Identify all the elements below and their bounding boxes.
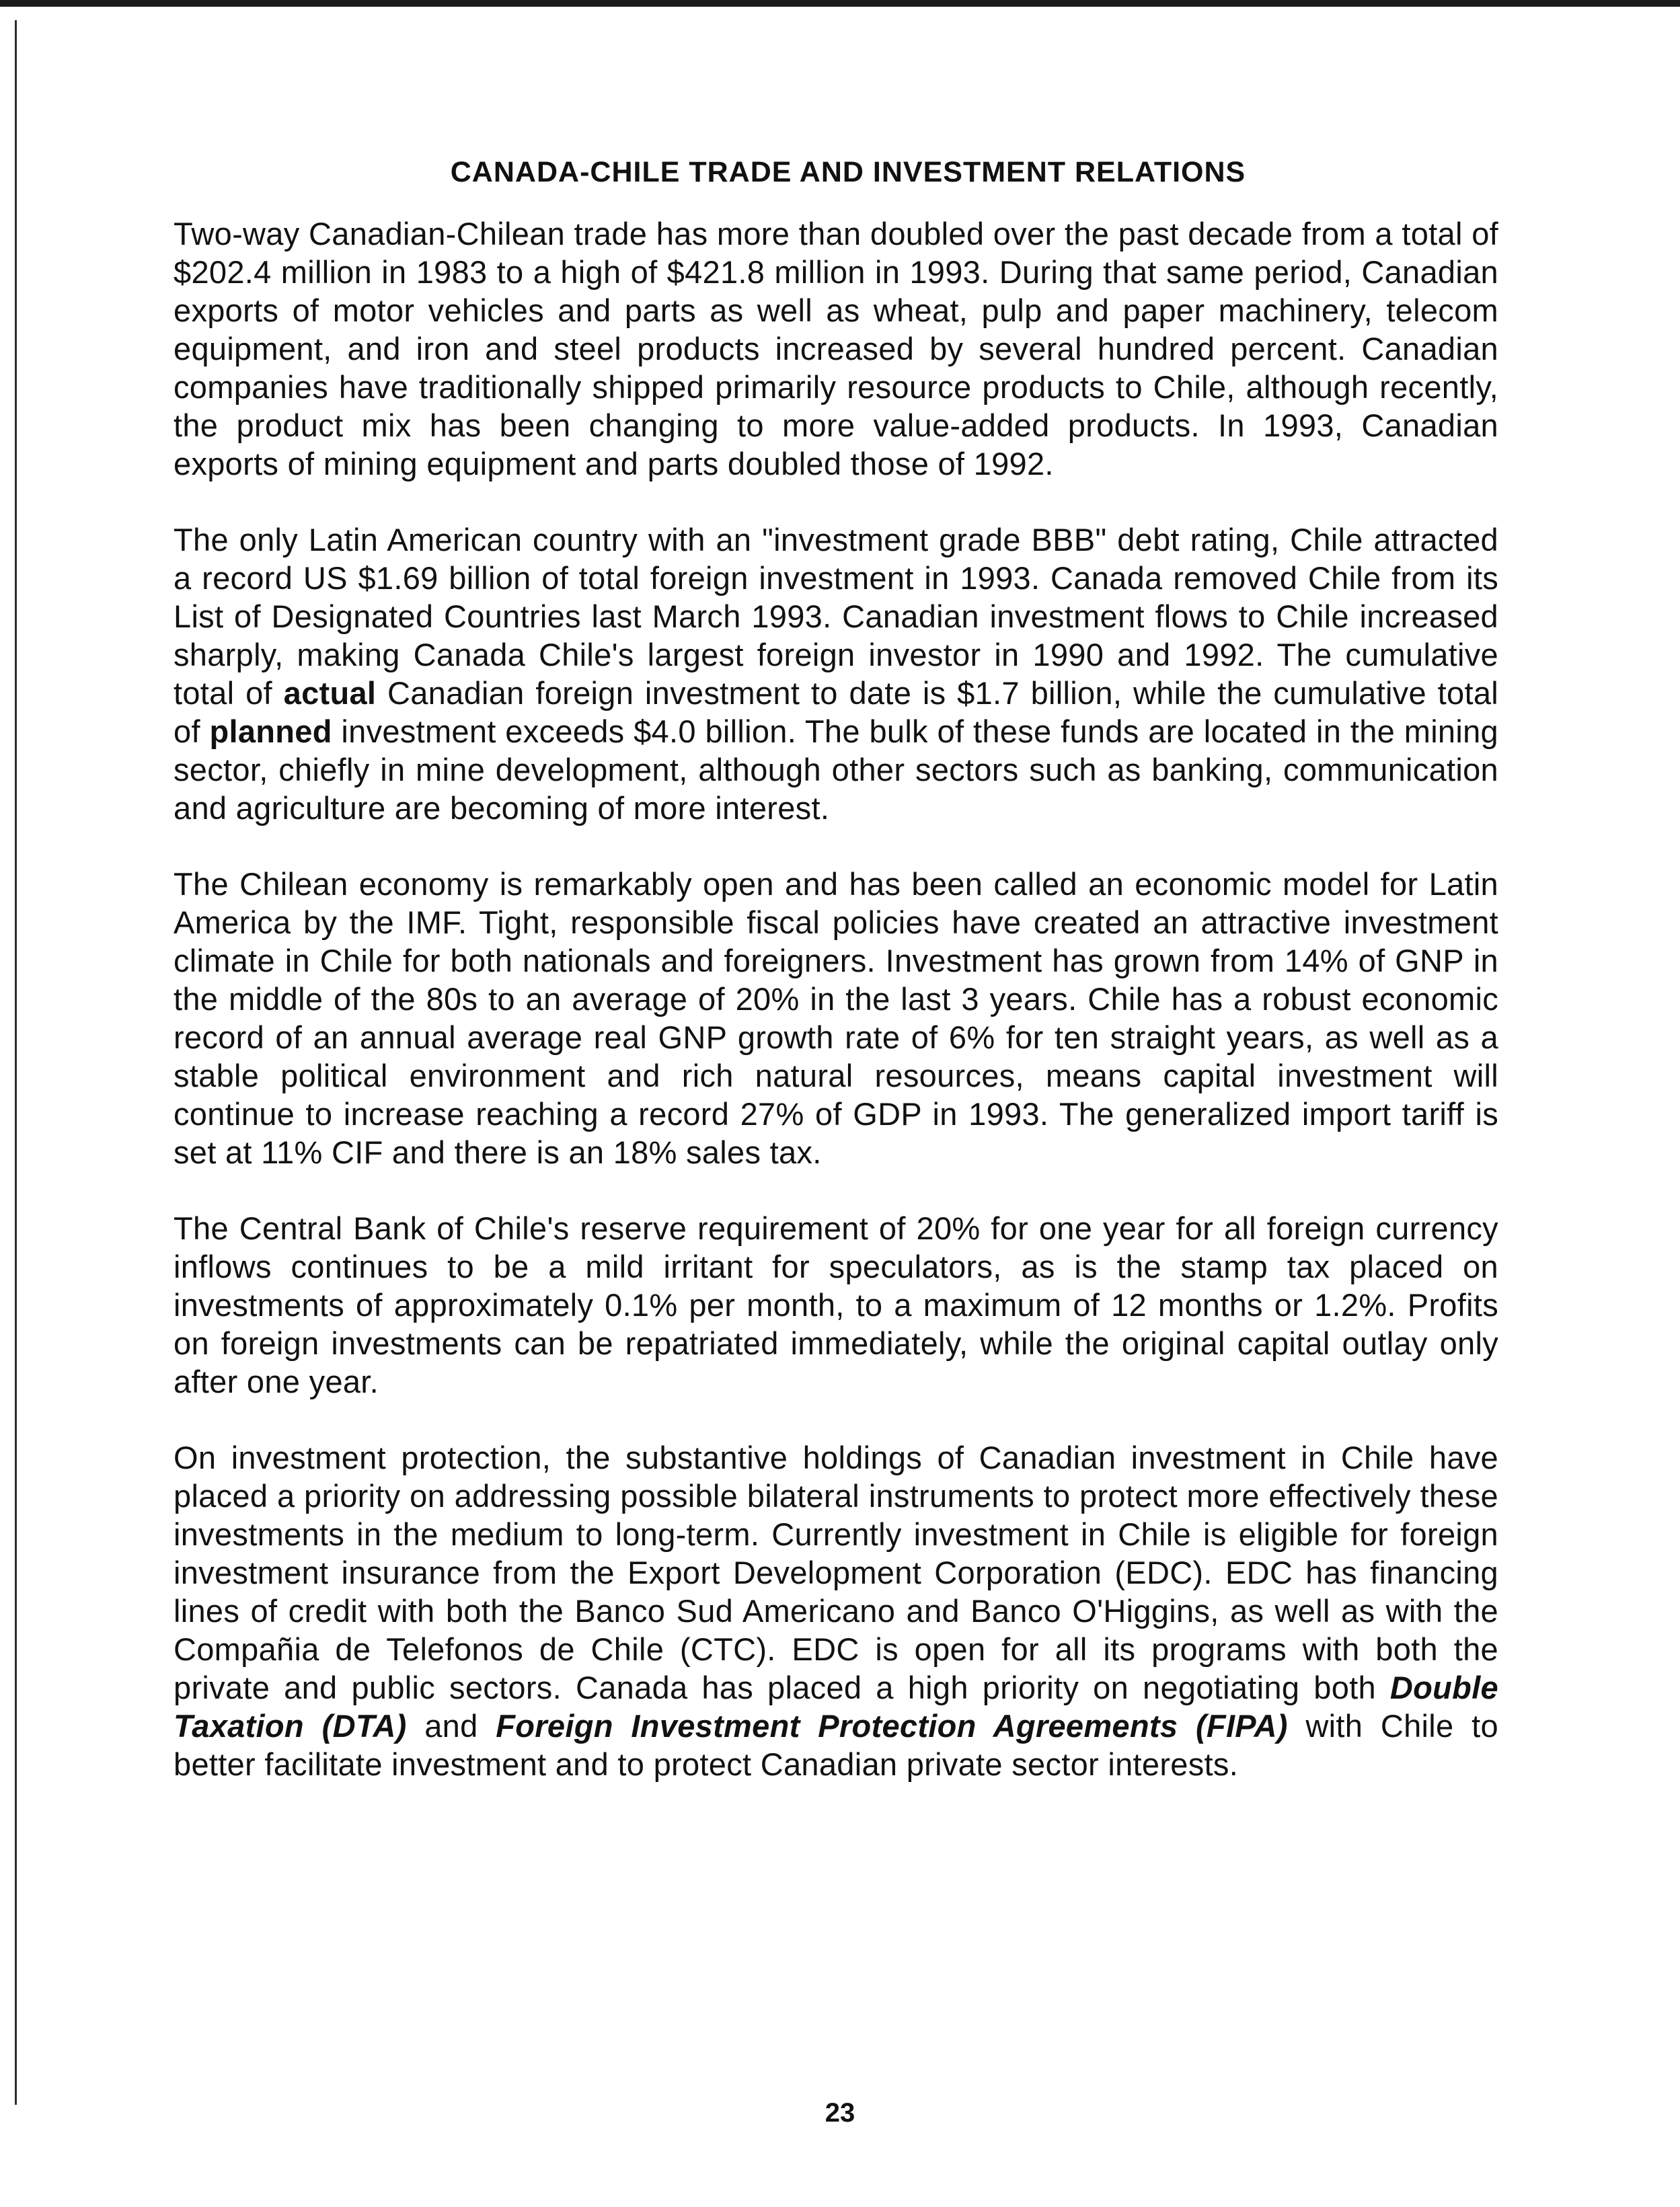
paragraph-investment-text-2: Canadian foreign investment to date is $1.7 billion, while the cumulative total of xyxy=(174,675,1498,749)
paragraph-investment xyxy=(174,520,1498,827)
emphasis-fipa: Foreign Investment Protection Agreements (FIPA) xyxy=(496,1708,1288,1744)
paragraph-economy: The Chilean economy is remarkably open and has been called an economic model for Latin America by the IMF. Tight, responsible fiscal policies have created an attractive investment climate in Chile for both nationals and foreigners. Investment has grown from 14% of GNP in the middle of the 80s to an average of 20% in the last 3 years. Chile has a robust economic record of an annual average real GNP growth rate of 6% for ten straight years, as well as a stable political environment and rich natural resources, means capital investment will continue to increase reaching a record 27% of GDP in 1993. The generalized import tariff is set at 11% CIF and there is an 18% sales tax. xyxy=(174,866,1498,1170)
emphasis-dta: Double Taxation (DTA) xyxy=(174,1670,1498,1744)
paragraph-protection-text-3: with Chile to better facilitate investment and to protect Canadian private sector interests. xyxy=(174,1708,1498,1782)
left-scan-edge xyxy=(15,20,17,2105)
document-page xyxy=(174,134,1498,1821)
paragraph-protection-text-2: and xyxy=(406,1708,496,1744)
paragraph-central-bank: The Central Bank of Chile's reserve requirement of 20% for one year for all foreign currency inflows continues to be a mild irritant for speculators, as is the stamp tax placed on investments of approximately 0.1% per month, to a maximum of 12 months or 1.2%. Profits on foreign investments can be repatriated immediately, while the original capital outlay only after one year. xyxy=(174,1210,1498,1399)
paragraph-investment-text-3: investment exceeds $4.0 billion. The bulk of these funds are located in the mining sector, chiefly in mine development, although other sectors such as banking, communication and agriculture are becoming of more interest. xyxy=(174,713,1498,826)
paragraph-protection-text-1: On investment protection, the substantive holdings of Canadian investment in Chile have placed a priority on addressing possible bilateral instruments to protect more effectively these investments in the medium to long-term. Currently investment in Chile is eligible for foreign investment insurance from the Export Development Corporation (EDC). EDC has financing lines of credit with both the Banco Sud Americano and Banco O'Higgins, as well as with the Compañia de Telefonos de Chile (CTC). EDC is open for all its programs with both the private and public sectors. Canada has placed a high priority on negotiating both xyxy=(174,1440,1498,1705)
page-number: 23 xyxy=(825,2098,855,2128)
paragraph-investment-text-1: The only Latin American country with an "investment grade BBB" debt rating, Chile attracted a record US $1.69 billion of total foreign investment in 1993. Canada removed Chile from its List of Designated Countries last March 1993. Canadian investment flows to Chile increased sharply, making Canada Chile's largest foreign investor in 1990 and 1992. The cumulative total of xyxy=(174,522,1498,711)
page-title: CANADA-CHILE TRADE AND INVESTMENT RELATIONS xyxy=(450,156,1246,188)
bold-planned: planned xyxy=(209,713,332,749)
paragraph-trade: Two-way Canadian-Chilean trade has more than doubled over the past decade from a total of $202.4 million in 1983 to a high of $421.8 million in 1993. During that same period, Canadian exports of motor vehicles and parts as well as wheat, pulp and paper machinery, telecom equipment, and iron and steel products increased by several hundred percent. Canadian companies have traditionally shipped primarily resource products to Chile, although recently, the product mix has been changing to more value-added products. In 1993, Canadian exports of mining equipment and parts doubled those of 1992. xyxy=(174,216,1498,481)
paragraph-protection xyxy=(174,1438,1498,1783)
top-scan-border xyxy=(0,0,1680,7)
bold-actual: actual xyxy=(283,675,377,711)
